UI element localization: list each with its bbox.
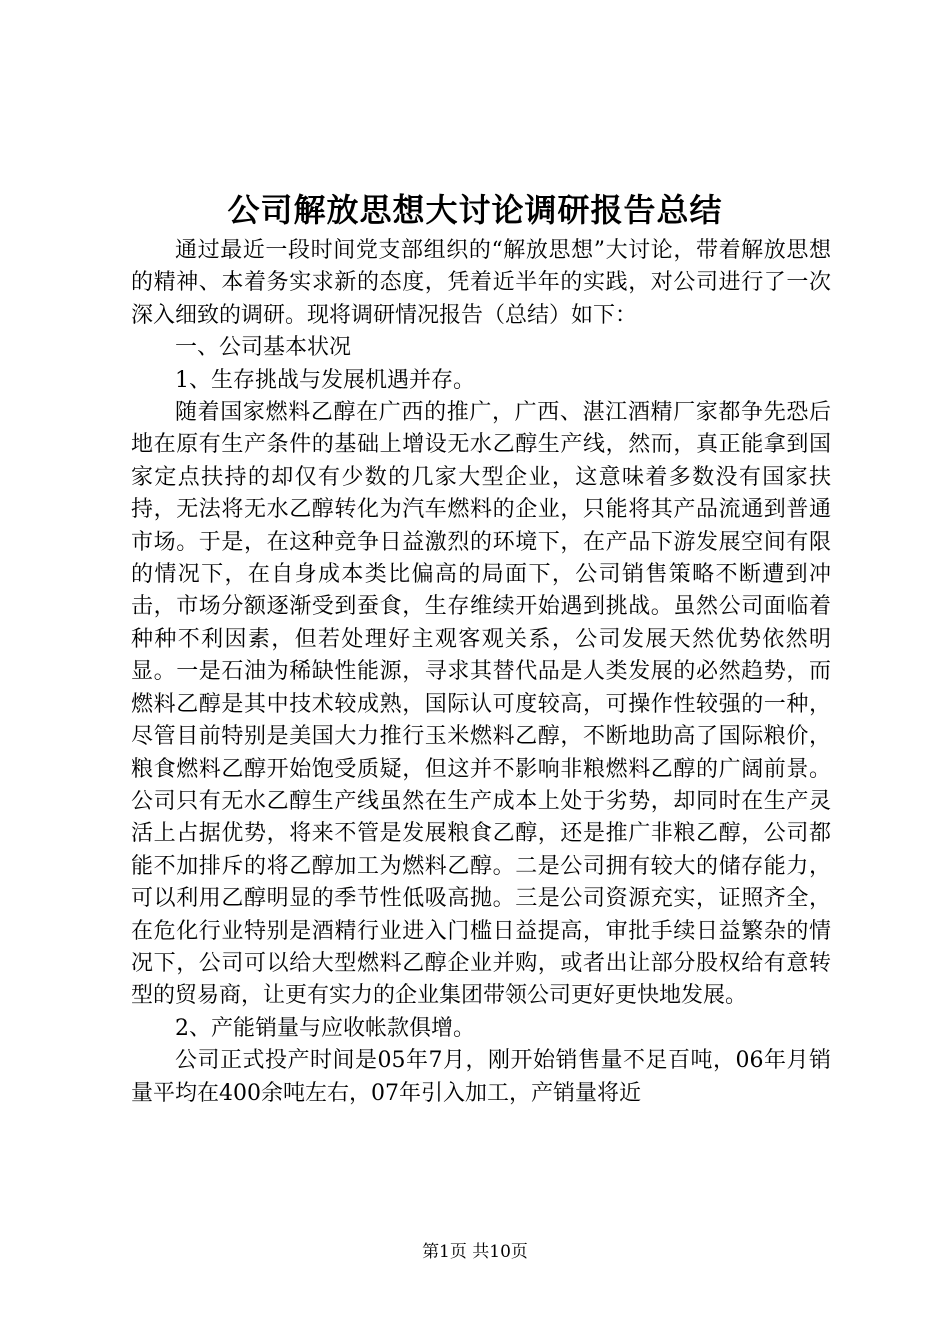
document-body	[131, 235, 831, 1110]
section-heading: 一、公司基本状况	[175, 335, 352, 361]
paragraph-body: 公司正式投产时间是05年7月，刚开始销售量不足百吨，06年月销量平均在400余吨左右，07年引入加工，产销量将近	[131, 1048, 831, 1106]
document-title: 公司解放思想大讨论调研报告总结	[227, 191, 723, 229]
subsection-heading: 1、生存挑战与发展机遇并存。	[175, 367, 475, 393]
paragraph-intro: 通过最近一段时间党支部组织的“解放思想”大讨论，带着解放思想的精神、本着务实求新的态度，凭着近半年的实践，对公司进行了一次深入细致的调研。现将调研情况报告（总结）如下：	[131, 238, 831, 328]
page-footer: 第1页 共10页	[422, 1242, 528, 1262]
paragraph-body: 随着国家燃料乙醇在广西的推广，广西、湛江酒精厂家都争先恐后地在原有生产条件的基础上增设无水乙醇生产线，然而，真正能拿到国家定点扶持的却仅有少数的几家大型企业，这意味着多数没有国家扶持，无法将无水乙醇转化为汽车燃料的企业，只能将其产品流通到普通市场。于是，在这种竞争日益激烈的环境下，在产品下游发展空间有限的情况下，在自身成本类比偏高的局面下，公司销售策略不断遭到冲击，市场分额逐渐受到蚕食，生存维续开始遇到挑战。虽然公司面临着种种不利因素，但若处理好主观客观关系，公司发展天然优势依然明显。一是石油为稀缺性能源，寻求其替代品是人类发展的必然趋势，而燃料乙醇是其中技术较成熟，国际认可度较高，可操作性较强的一种，尽管目前特别是美国大力推行玉米燃料乙醇，不断地助高了国际粮价，粮食燃料乙醇开始饱受质疑，但这并不影响非粮燃料乙醇的广阔前景。公司只有无水乙醇生产线虽然在生产成本上处于劣势，却同时在生产灵活上占据优势，将来不管是发展粮食乙醇，还是推广非粮乙醇，公司都能不加排斥的将乙醇加工为燃料乙醇。二是公司拥有较大的储存能力，可以利用乙醇明显的季节性低吸高抛。三是公司资源充实，证照齐全，在危化行业特别是酒精行业进入门槛日益提高，审批手续日益繁杂的情况下，公司可以给大型燃料乙醇企业并购，或者出让部分股权给有意转型的贸易商，让更有实力的企业集团带领公司更好更快地发展。	[131, 400, 831, 1009]
subsection-heading: 2、产能销量与应收帐款俱增。	[175, 1015, 475, 1041]
